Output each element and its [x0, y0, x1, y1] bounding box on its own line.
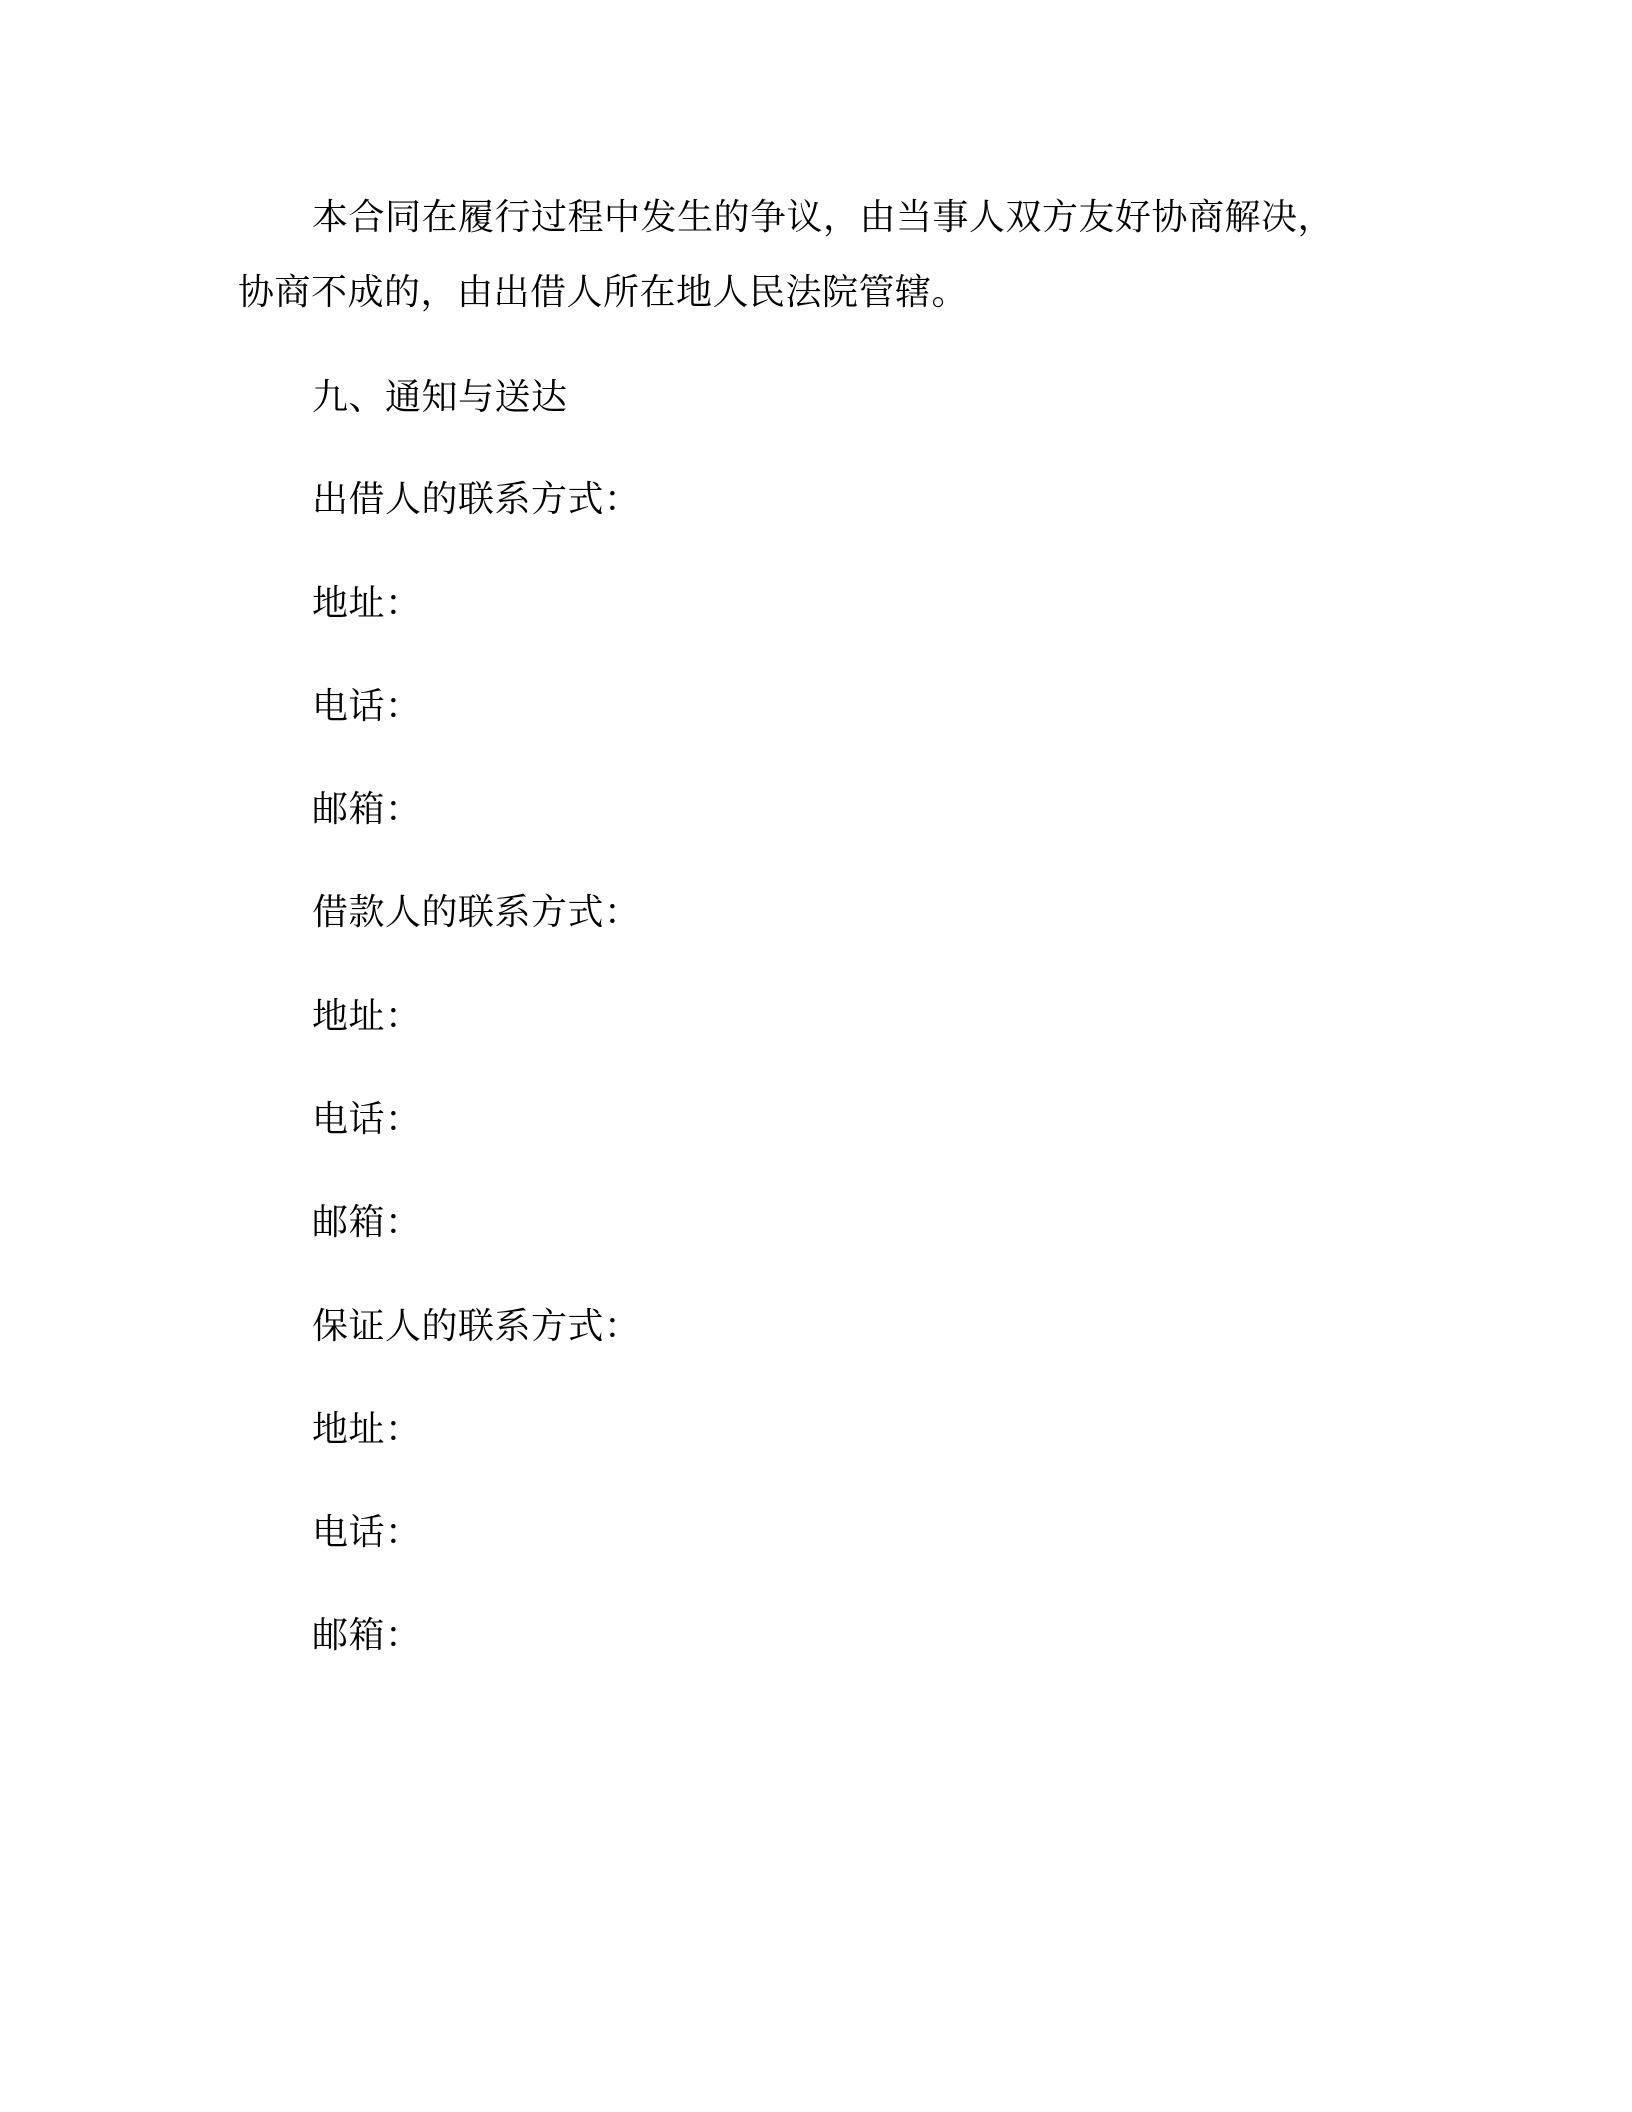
borrower-contact-heading: 借款人的联系方式： [312, 892, 641, 933]
lender-phone-label: 电话： [312, 686, 422, 727]
guarantor-contact-heading: 保证人的联系方式： [312, 1306, 641, 1347]
guarantor-email-label: 邮箱： [312, 1615, 422, 1656]
lender-email-label: 邮箱： [312, 789, 422, 830]
section-heading: 九、通知与送达 [312, 377, 568, 418]
lender-address-label: 地址： [312, 583, 422, 624]
guarantor-phone-label: 电话： [312, 1512, 422, 1553]
lender-contact-heading: 出借人的联系方式： [312, 479, 641, 520]
dispute-clause-line-2: 协商不成的，由出借人所在地人民法院管辖。 [238, 272, 969, 313]
guarantor-address-label: 地址： [312, 1409, 422, 1450]
dispute-clause-line-1: 本合同在履行过程中发生的争议，由当事人双方友好协商解决， [312, 197, 1335, 238]
borrower-email-label: 邮箱： [312, 1202, 422, 1243]
borrower-phone-label: 电话： [312, 1099, 422, 1140]
borrower-address-label: 地址： [312, 996, 422, 1037]
